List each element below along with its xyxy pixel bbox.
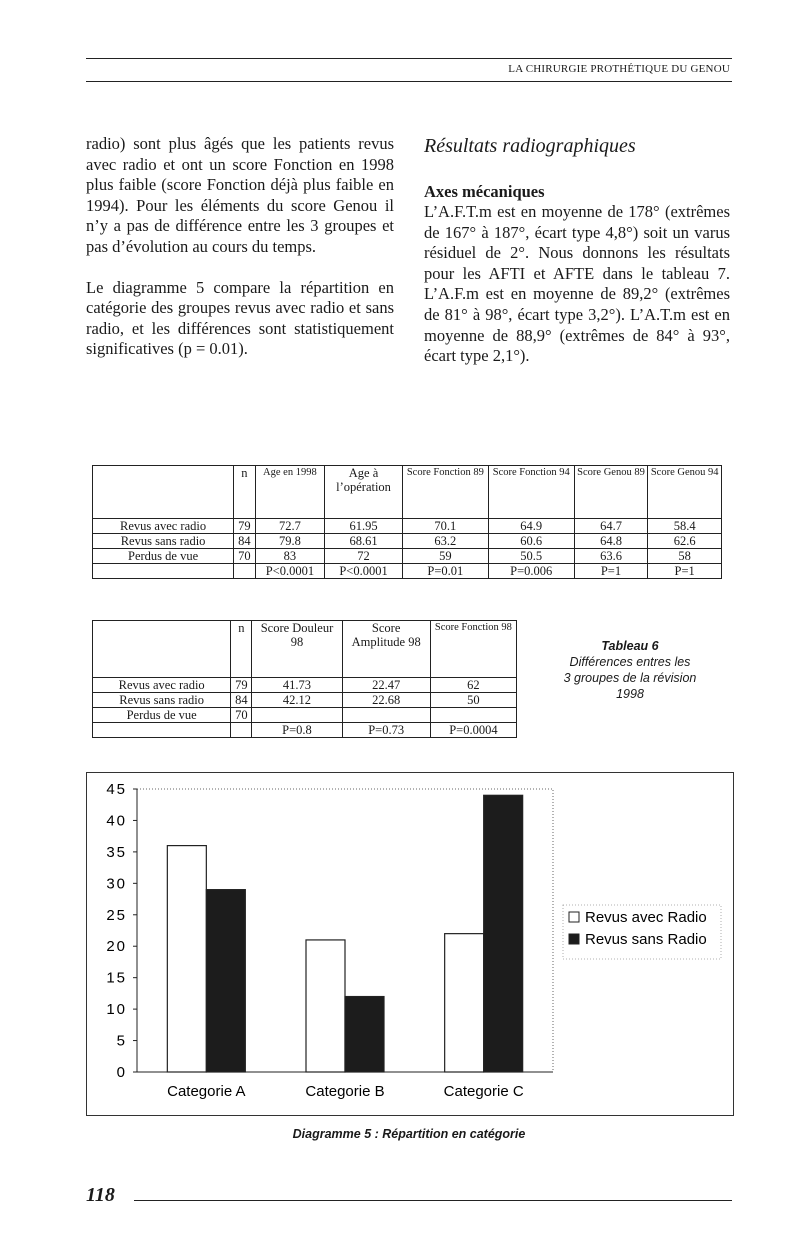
left-paragraph-1: radio) sont plus âgés que les patients revus avec radio et ont un score Fonction en 1998 plus faible (score Fonction déjà plus faible en 1994). Pour les éléments du score Genou il n’y a pas de différence entre les 3 groupes et pas d’évolution au cours du temps.: [86, 134, 394, 256]
table-row: [93, 678, 517, 693]
table-row-pvalues: [93, 564, 722, 579]
table-row-pvalues: [93, 723, 517, 738]
row-label: Revus avec radio: [93, 519, 234, 534]
table-2-header: n: [231, 621, 252, 678]
table-1-header: n: [234, 466, 255, 519]
table-cell: 70.1: [402, 519, 488, 534]
pvalue-cell: P=0.006: [488, 564, 574, 579]
table-cell: 79: [234, 519, 255, 534]
table-cell: 61.95: [325, 519, 403, 534]
table-1-header: Score Genou 94: [648, 466, 722, 519]
table-cell: [252, 708, 342, 723]
table-cell: 63.6: [574, 549, 648, 564]
chart-frame: [86, 772, 734, 1116]
y-tick-label: 0: [116, 1064, 127, 1081]
table-row: [93, 534, 722, 549]
y-tick-label: 40: [106, 812, 127, 830]
table-row: [93, 549, 722, 564]
table-cell: 68.61: [325, 534, 403, 549]
table-cell: 72.7: [255, 519, 325, 534]
table-cell: 58.4: [648, 519, 722, 534]
table-cell: 64.8: [574, 534, 648, 549]
table-cell: 63.2: [402, 534, 488, 549]
row-label: Revus sans radio: [93, 534, 234, 549]
y-tick-label: 5: [116, 1032, 127, 1050]
bar: [445, 934, 484, 1072]
table-1-corner: [93, 466, 234, 519]
right-column: [424, 134, 730, 367]
footer-rule: [134, 1200, 732, 1201]
pvalue-cell: P=0.0004: [430, 723, 516, 738]
table-cell: 72: [325, 549, 403, 564]
table-cell: [234, 564, 255, 579]
y-tick-label: 35: [106, 843, 127, 861]
y-tick-label: 30: [106, 875, 127, 893]
table-2-corner: [93, 621, 231, 678]
legend-label: Revus sans Radio: [585, 931, 707, 948]
x-tick-label: Categorie B: [305, 1083, 385, 1100]
table-cell: 84: [234, 534, 255, 549]
x-tick-label: Categorie C: [443, 1083, 524, 1100]
table-cell: 70: [231, 708, 252, 723]
table-cell: 64.9: [488, 519, 574, 534]
y-tick-label: 10: [106, 1001, 127, 1019]
table-1-header: Score Fonction 94: [488, 466, 574, 519]
running-title: LA CHIRURGIE PROTHÉTIQUE DU GENOU: [508, 63, 730, 75]
legend-swatch: [569, 934, 579, 944]
y-tick-label: 25: [106, 906, 127, 924]
table-2-header: Score Douleur 98: [252, 621, 342, 678]
row-label: Revus avec radio: [93, 678, 231, 693]
table-caption-title: Tableau 6: [601, 639, 659, 653]
row-label: Perdus de vue: [93, 708, 231, 723]
table-cell: 62: [430, 678, 516, 693]
top-rule: [86, 58, 732, 59]
bar: [306, 940, 345, 1072]
pvalue-cell: P=0.8: [252, 723, 342, 738]
bar: [484, 795, 523, 1072]
bar: [206, 890, 245, 1072]
table-cell: [342, 708, 430, 723]
left-paragraph-2: Le diagramme 5 compare la répartition en catégorie des groupes revus avec radio et sans radio, et les différences sont statistiquement significatives (p = 0.01).: [86, 277, 394, 359]
table-caption: [535, 638, 725, 702]
table-cell: 22.68: [342, 693, 430, 708]
table-1-header: Score Fonction 89: [402, 466, 488, 519]
chart-caption: Diagramme 5 : Répartition en catégorie: [292, 1127, 526, 1141]
pvalue-cell: P<0.0001: [255, 564, 325, 579]
table-cell: 42.12: [252, 693, 342, 708]
pvalue-cell: P=1: [648, 564, 722, 579]
table-cell: [93, 564, 234, 579]
pvalue-cell: P=0.01: [402, 564, 488, 579]
table-cell: 50.5: [488, 549, 574, 564]
row-label: Perdus de vue: [93, 549, 234, 564]
table-cell: 59: [402, 549, 488, 564]
section-title: Résultats radiographiques: [424, 135, 636, 157]
x-tick-label: Categorie A: [167, 1083, 246, 1100]
subheading: Axes mécaniques: [424, 182, 545, 201]
table-cell: [231, 723, 252, 738]
table-2-header: Score Fonction 98: [430, 621, 516, 678]
bar: [345, 997, 384, 1072]
row-label: Revus sans radio: [93, 693, 231, 708]
right-paragraph: L’A.F.T.m est en moyenne de 178° (extrêmes de 167° à 187°, écart type 4,8°) soit un varus résiduel de 2°. Nous donnons les résultats pour les AFTI et AFTE dans le tableau 7. L’A.F.m est en moyenne de 89,2° (extrêmes de 81° à 98°, écart type 3,2°). L’A.T.m est en moyenne de 88,9° (extrêmes de 84° à 93°, écart type 2,1°).: [424, 202, 730, 366]
table-row: [93, 693, 517, 708]
table-cell: 84: [231, 693, 252, 708]
table-cell: 79: [231, 678, 252, 693]
pvalue-cell: P=0.73: [342, 723, 430, 738]
table-1: [92, 465, 722, 579]
table-1-header: Score Genou 89: [574, 466, 648, 519]
table-cell: 64.7: [574, 519, 648, 534]
table-cell: 83: [255, 549, 325, 564]
table-cell: 70: [234, 549, 255, 564]
table-2: [92, 620, 517, 738]
bar: [167, 846, 206, 1072]
pvalue-cell: P<0.0001: [325, 564, 403, 579]
table-cell: 41.73: [252, 678, 342, 693]
table-cell: [430, 708, 516, 723]
table-2-header: Score Amplitude 98: [342, 621, 430, 678]
left-column: [86, 134, 394, 360]
y-tick-label: 15: [106, 969, 127, 987]
table-1-header: Age à l’opération: [325, 466, 403, 519]
legend-label: Revus avec Radio: [585, 909, 707, 926]
table-1-header: Age en 1998: [255, 466, 325, 519]
table-cell: 62.6: [648, 534, 722, 549]
table-caption-line: 3 groupes de la révision: [563, 671, 697, 685]
table-cell: 22.47: [342, 678, 430, 693]
page-number: 118: [86, 1184, 115, 1206]
table-row: [93, 708, 517, 723]
table-row: [93, 519, 722, 534]
header-rule: [86, 81, 732, 82]
table-cell: 60.6: [488, 534, 574, 549]
table-cell: 58: [648, 549, 722, 564]
table-cell: 50: [430, 693, 516, 708]
pvalue-cell: P=1: [574, 564, 648, 579]
table-cell: [93, 723, 231, 738]
legend-swatch: [569, 912, 579, 922]
y-tick-label: 20: [106, 938, 127, 956]
table-caption-line: 1998: [616, 687, 644, 701]
table-caption-line: Différences entres les: [569, 655, 691, 669]
bar-chart: [87, 773, 733, 1115]
table-cell: 79.8: [255, 534, 325, 549]
y-tick-label: 45: [106, 781, 127, 798]
